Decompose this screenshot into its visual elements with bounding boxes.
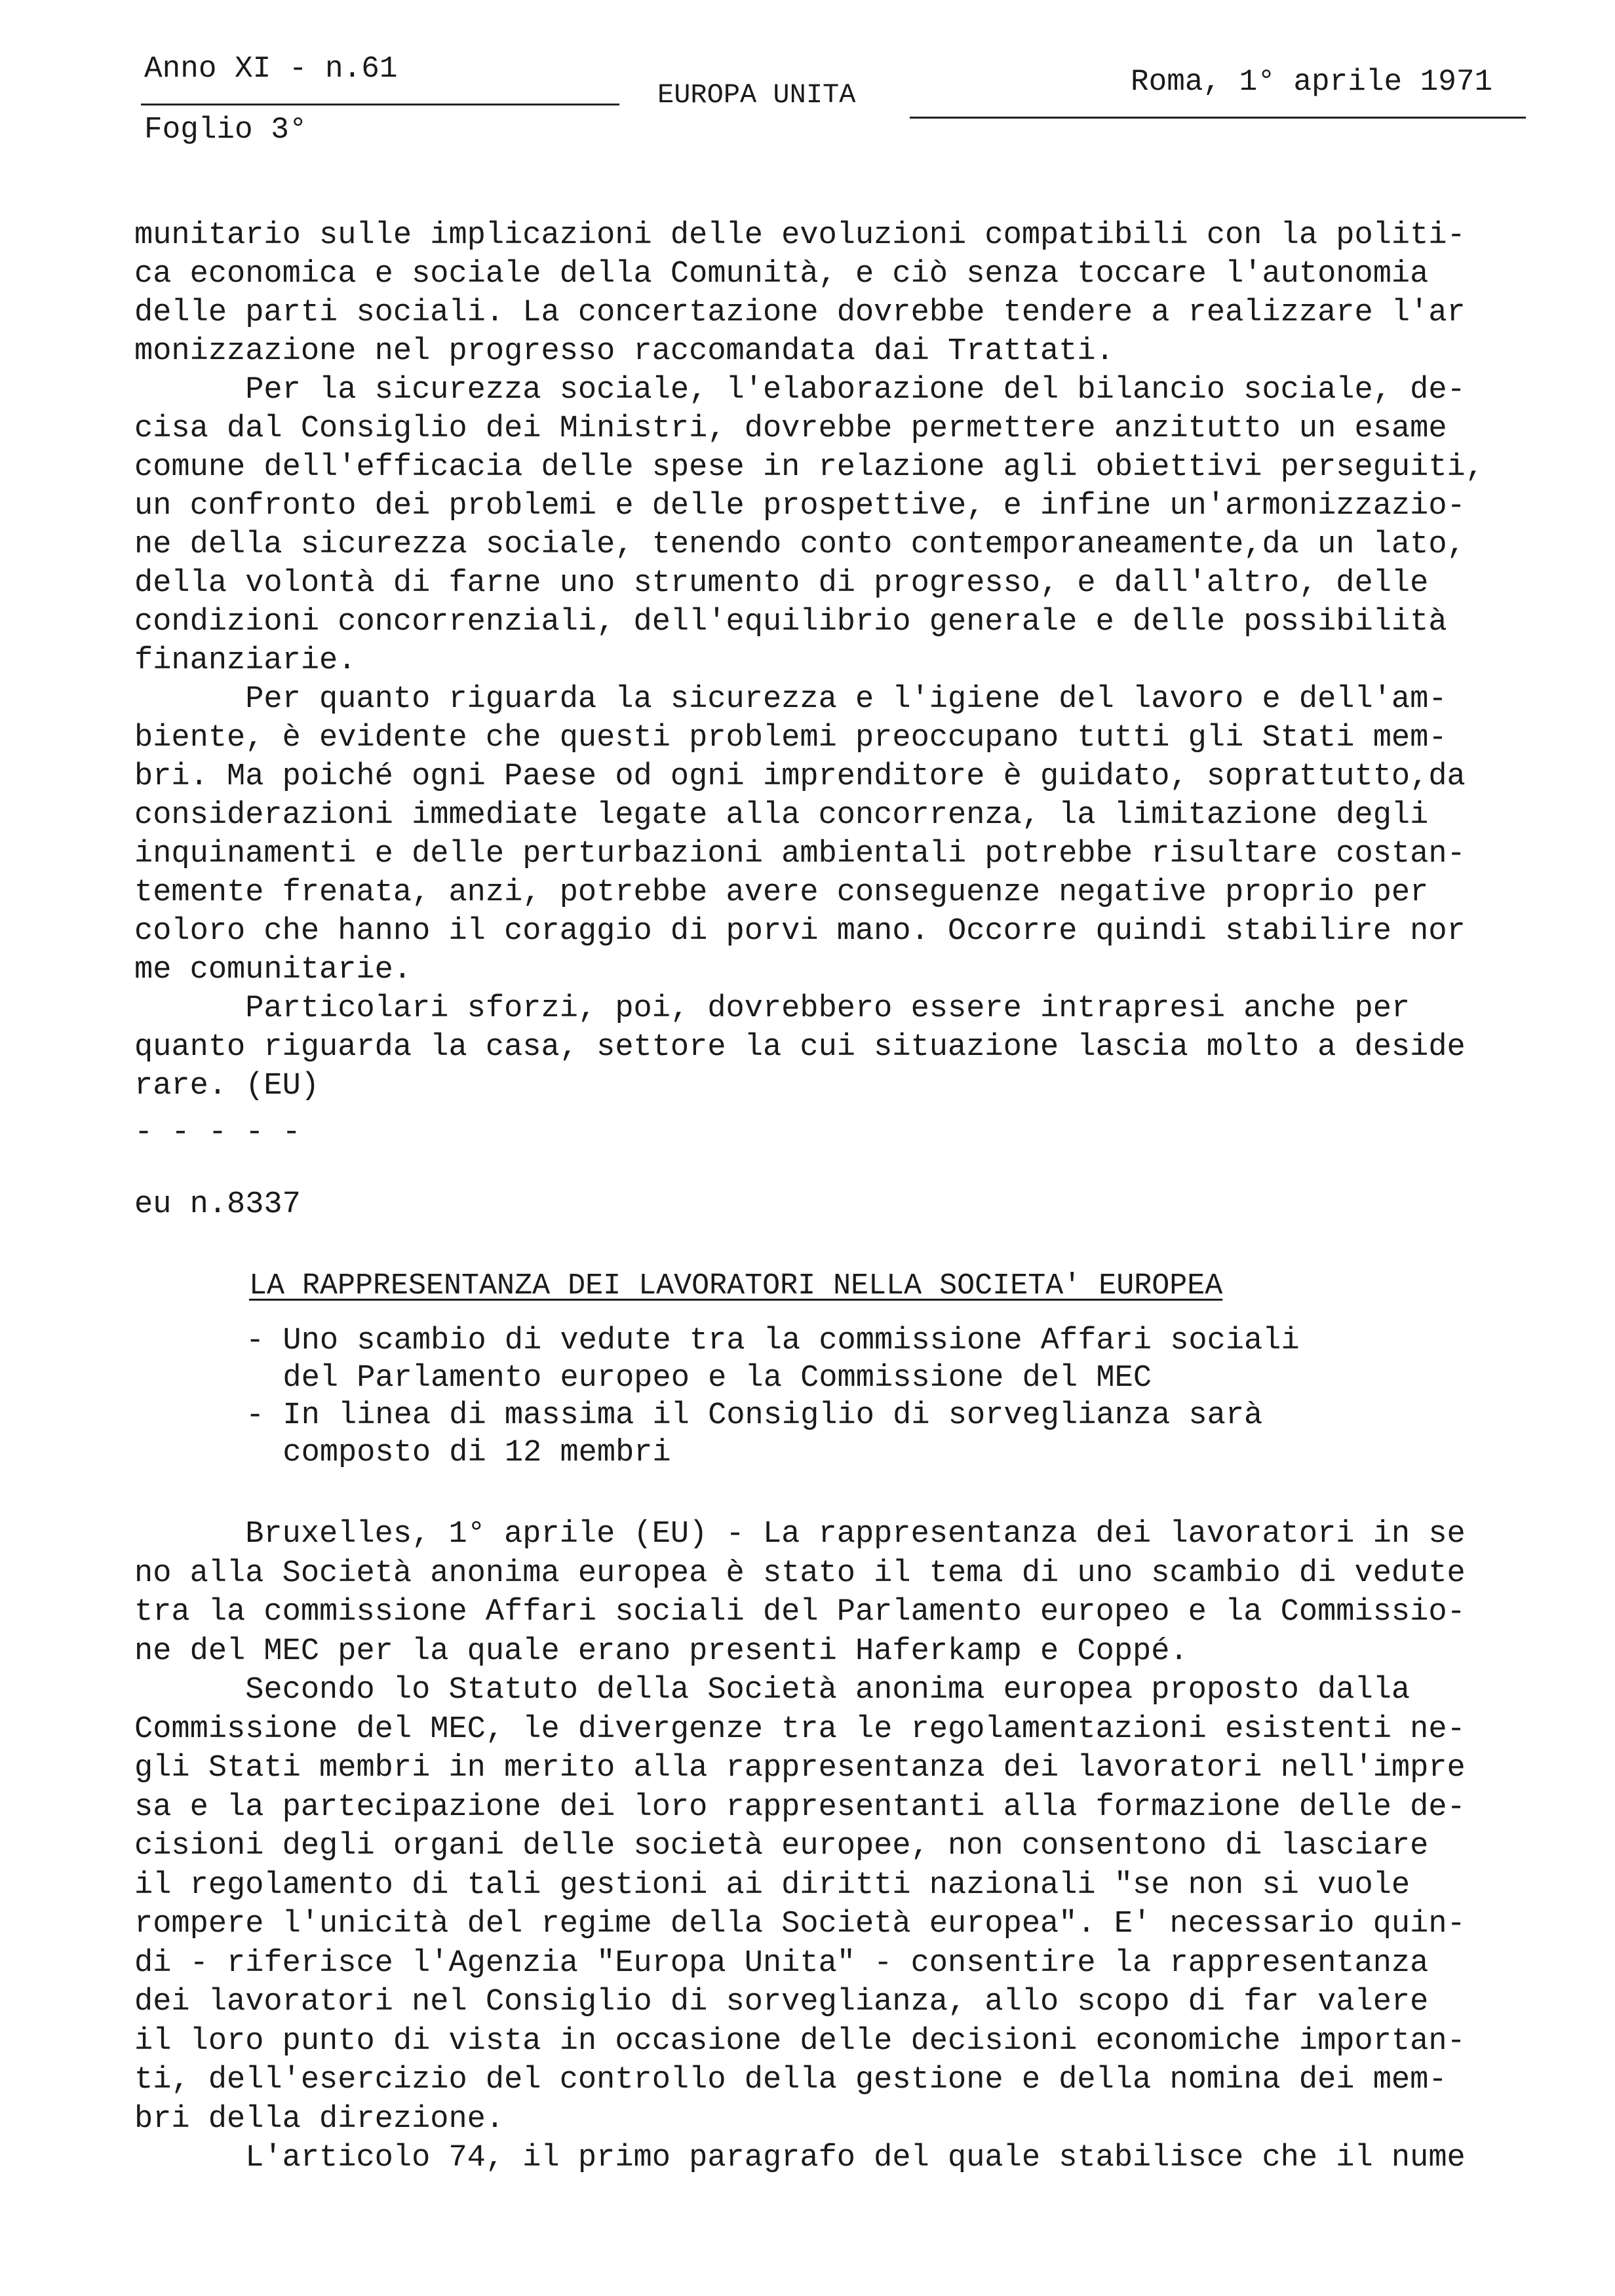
text-line: biente, è evidente che questi problemi preoccupano tutti gli Stati mem- <box>134 721 1447 756</box>
text-line: - In linea di massima il Consiglio di sorveglianza sarà <box>246 1398 1263 1433</box>
text-line: Per la sicurezza sociale, l'elaborazione del bilancio sociale, de- <box>134 373 1466 408</box>
text-line: del Parlamento europeo e la Commissione del MEC <box>246 1361 1152 1396</box>
text-line: condizioni concorrenziali, dell'equilibrio generale e delle possibilità <box>134 605 1447 640</box>
text-line: ti, dell'esercizio del controllo della gestione e della nomina dei mem- <box>134 2063 1447 2097</box>
text-line: munitario sulle implicazioni delle evoluzioni compatibili con la politi- <box>134 218 1466 253</box>
article-subheads <box>246 1322 1615 1472</box>
text-line: bri. Ma poiché ogni Paese od ogni imprenditore è guidato, soprattutto,da <box>134 759 1466 794</box>
text-line: Bruxelles, 1° aprile (EU) - La rappresentanza dei lavoratori in se <box>134 1517 1466 1552</box>
text-line: temente frenata, anzi, potrebbe avere conseguenze negative proprio per <box>134 875 1429 910</box>
article-text <box>134 1515 1570 2178</box>
header-rule-right <box>910 117 1526 119</box>
text-line: ne del MEC per la quale erano presenti Haferkamp e Coppé. <box>134 1634 1188 1669</box>
text-line: L'articolo 74, il primo paragrafo del quale stabilisce che il nume <box>134 2141 1466 2175</box>
text-line: dei lavoratori nel Consiglio di sorveglianza, allo scopo di far valere <box>134 1985 1429 2019</box>
text-line: Particolari sforzi, poi, dovrebbero essere intrapresi anche per <box>134 991 1411 1026</box>
item-number: eu n.8337 <box>134 1187 301 1222</box>
text-line: coloro che hanno il coraggio di porvi mano. Occorre quindi stabilire nor <box>134 914 1466 949</box>
text-line: sa e la partecipazione dei loro rappresentanti alla formazione delle de- <box>134 1789 1466 1825</box>
text-line: monizzazione nel progresso raccomandata dai Trattati. <box>134 334 1114 369</box>
text-line: ne della sicurezza sociale, tenendo conto contemporaneamente,da un lato, <box>134 527 1466 562</box>
text-line: quanto riguarda la casa, settore la cui situazione lascia molto a deside <box>134 1030 1466 1065</box>
text-line: comune dell'efficacia delle spese in relazione agli obiettivi perseguiti, <box>134 450 1484 485</box>
text-line: Per quanto riguarda la sicurezza e l'igiene del lavoro e dell'am- <box>134 682 1447 717</box>
sheet-number: Foglio 3° <box>144 113 307 147</box>
text-line: composto di 12 membri <box>246 1436 671 1470</box>
separator: - - - - - <box>134 1115 301 1150</box>
text-line: ca economica e sociale della Comunità, e ciò senza toccare l'autonomia <box>134 257 1429 292</box>
text-line: rare. (EU) <box>134 1069 320 1103</box>
section-1-text <box>134 216 1570 1105</box>
agency-name: EUROPA UNITA <box>657 79 856 111</box>
dateline: Roma, 1° aprile 1971 <box>1131 65 1493 99</box>
text-line: considerazioni immediate legate alla concorrenza, la limitazione degli <box>134 798 1429 833</box>
text-line: della volontà di farne uno strumento di progresso, e dall'altro, delle <box>134 566 1429 601</box>
text-line: cisioni degli organi delle società europee, non consentono di lasciare <box>134 1829 1429 1864</box>
text-line: il regolamento di tali gestioni ai diritti nazionali "se non si vuole <box>134 1867 1411 1903</box>
text-line: finanziarie. <box>134 643 357 678</box>
article-title: LA RAPPRESENTANZA DEI LAVORATORI NELLA SOCIETA' EUROPEA <box>249 1269 1223 1303</box>
header-rule-left <box>141 104 619 105</box>
text-line: bri della direzione. <box>134 2101 505 2137</box>
text-line: no alla Società anonima europea è stato il tema di uno scambio di vedute <box>134 1556 1466 1591</box>
text-line: un confronto dei problemi e delle prospettive, e infine un'armonizzazio- <box>134 489 1466 524</box>
text-line: inquinamenti e delle perturbazioni ambientali potrebbe risultare costan- <box>134 837 1466 871</box>
text-line: di - riferisce l'Agenzia "Europa Unita" - consentire la rappresentanza <box>134 1945 1429 1981</box>
text-line: me comunitarie. <box>134 953 412 987</box>
text-line: Secondo lo Statuto della Società anonima europea proposto dalla <box>134 1673 1411 1708</box>
text-line: - Uno scambio di vedute tra la commissione Affari sociali <box>246 1324 1300 1358</box>
text-line: rompere l'unicità del regime della Società europea". E' necessario quin- <box>134 1907 1466 1942</box>
text-line: il loro punto di vista in occasione delle decisioni economiche importan- <box>134 2023 1466 2059</box>
text-line: cisa dal Consiglio dei Ministri, dovrebbe permettere anzitutto un esame <box>134 411 1447 446</box>
text-line: tra la commissione Affari sociali del Parlamento europeo e la Commissio- <box>134 1595 1466 1630</box>
text-line: Commissione del MEC, le divergenze tra le regolamentazioni esistenti ne- <box>134 1712 1466 1747</box>
text-line: delle parti sociali. La concertazione dovrebbe tendere a realizzare l'ar <box>134 296 1466 330</box>
text-line: gli Stati membri in merito alla rappresentanza dei lavoratori nell'impre <box>134 1751 1466 1786</box>
issue-number: Anno XI - n.61 <box>144 52 398 86</box>
